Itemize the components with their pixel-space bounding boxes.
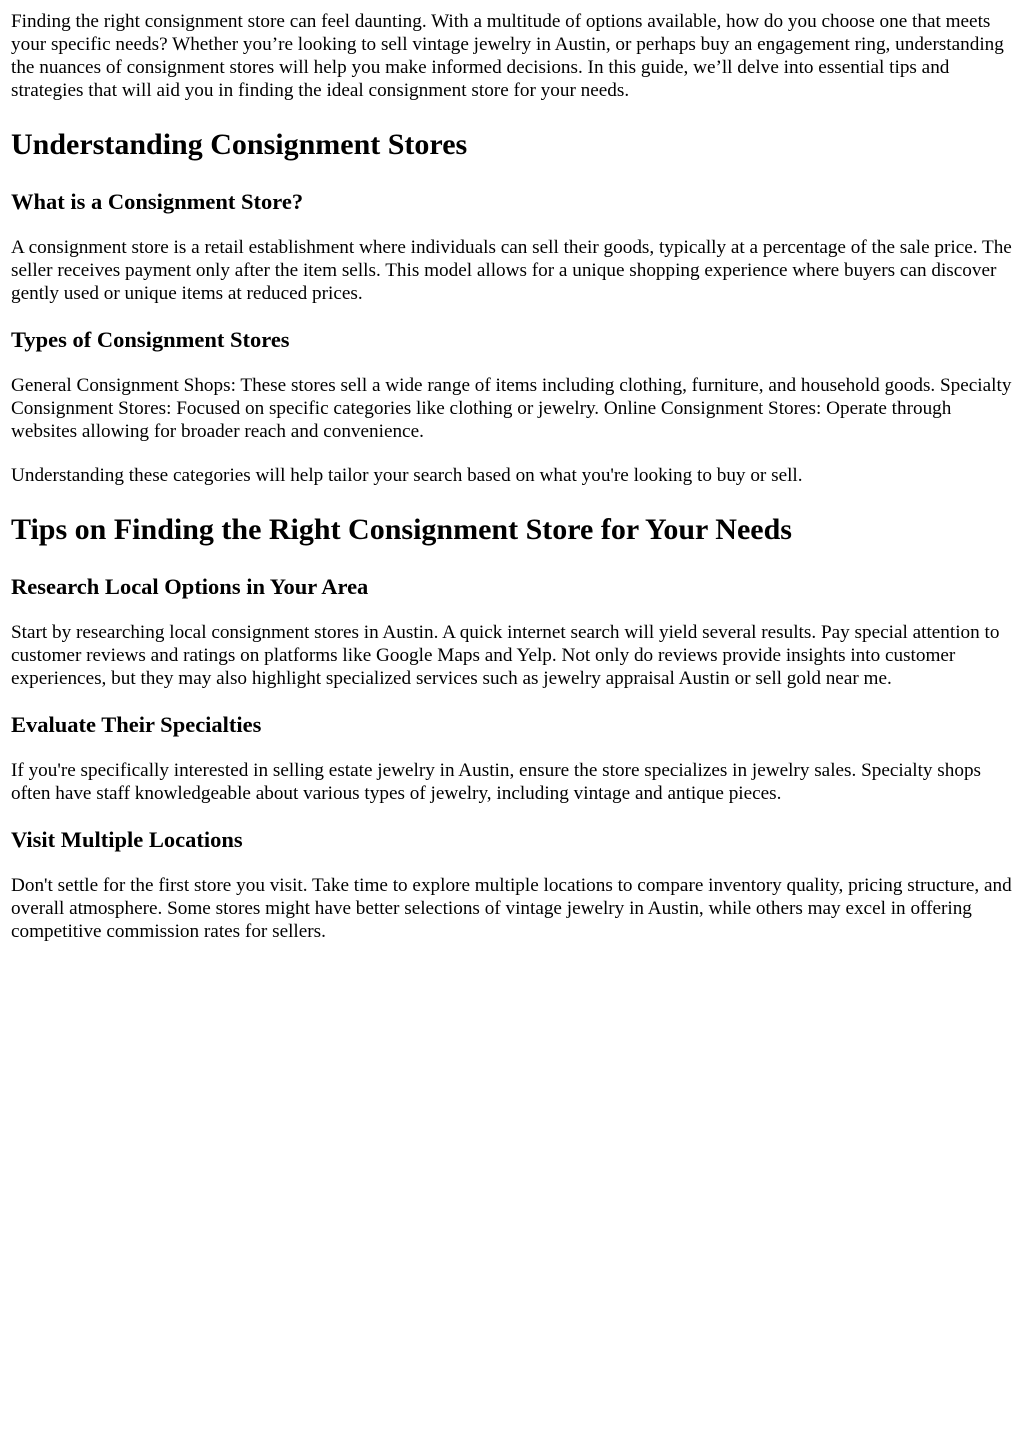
subheading-what-is: What is a Consignment Store? [11, 189, 304, 214]
intro-paragraph: Finding the right consignment store can feel daunting. With a multitude of options available, how do you choose one that meets your specific needs? Whether you’re looking to sell vintage jewelry in Austin, or perhaps buy an engagement ring, understanding the nuances of consignment stores will help you make informed decisions. In this guide, we’ll delve into essential tips and strategies that will aid you in finding the ideal consignment store for your needs. [11, 11, 1004, 101]
subheading-research: Research Local Options in Your Area [11, 574, 369, 599]
paragraph-types-followup: Understanding these categories will help tailor your search based on what you're looking to buy or sell. [11, 465, 803, 486]
subheading-visit: Visit Multiple Locations [11, 827, 243, 852]
paragraph-evaluate: If you're specifically interested in selling estate jewelry in Austin, ensure the store specializes in jewelry sales. Specialty shops often have staff knowledgeable about various types of jewelry, including vintage and antique pieces. [11, 760, 982, 804]
paragraph-what-is: A consignment store is a retail establishment where individuals can sell their goods, typically at a percentage of the sale price. The seller receives payment only after the item sells. This model allows for a unique shopping experience where buyers can discover gently used or unique items at reduced prices. [11, 237, 1012, 304]
paragraph-visit: Don't settle for the first store you visit. Take time to explore multiple locations to compare inventory quality, pricing structure, and overall atmosphere. Some stores might have better selections of vintage jewelry in Austin, while others may excel in offering competitive commission rates for sellers. [11, 875, 1012, 942]
paragraph-types: General Consignment Shops: These stores sell a wide range of items including clothing, furniture, and household goods. Specialty Consignment Stores: Focused on specific categories like clothing or jewelry. Online Consignment Stores: Operate through websites allowing for broader reach and convenience. [11, 375, 1012, 442]
subheading-evaluate: Evaluate Their Specialties [11, 712, 262, 737]
section-heading-tips: Tips on Finding the Right Consignment Store for Your Needs [11, 513, 792, 546]
paragraph-research: Start by researching local consignment stores in Austin. A quick internet search will yield several results. Pay special attention to customer reviews and ratings on platforms like Google Maps and Yelp. Not only do reviews provide insights into customer experiences, but they may also highlight specialized services such as jewelry appraisal Austin or sell gold near me. [11, 622, 1000, 689]
section-heading-understanding: Understanding Consignment Stores [11, 128, 468, 161]
subheading-types: Types of Consignment Stores [11, 327, 290, 352]
